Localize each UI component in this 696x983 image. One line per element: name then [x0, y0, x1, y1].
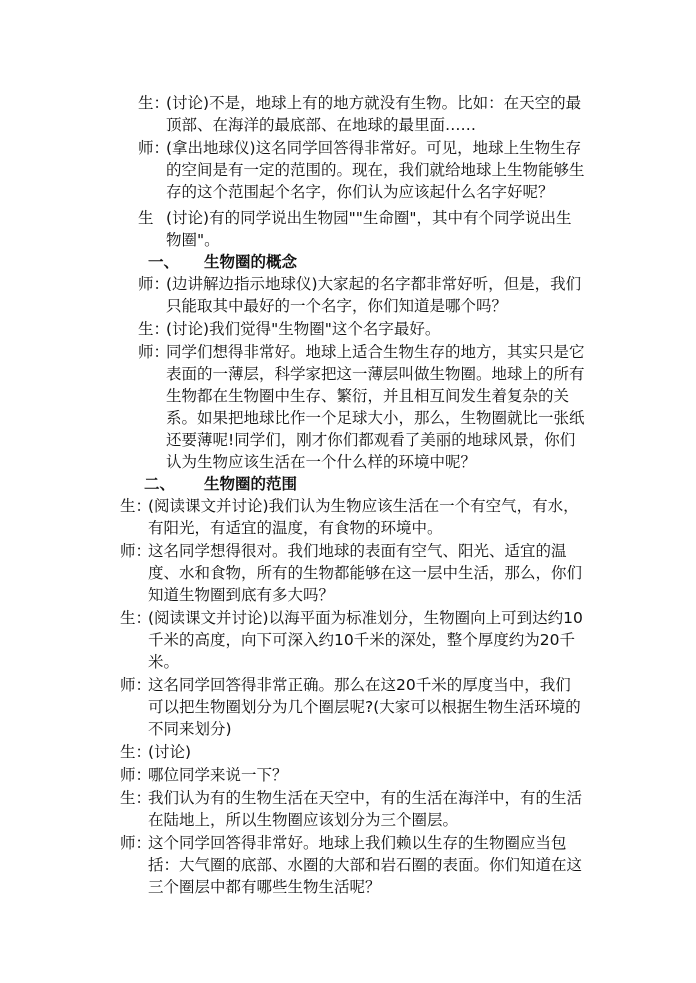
dialogue-text: 同学们想得非常好。地球上适合生物生存的地方，其实只是它表面的一薄层，科学家把这一薄层叫做生物圈。地球上的所有生物都在生物圈中生存、繁衍，并且相互间发生着复杂的关系。如果把地球比作一个足球大小，那么，生物圈就比一张纸还要薄呢!同学们，刚才你们都观看了美丽的地球风景，你们认为生物应该生活在一个什么样的环境中呢？	[166, 343, 585, 471]
speaker-label: 师：	[120, 834, 152, 852]
dialogue-text: 这名同学想得很对。我们地球的表面有空气、阳光、适宜的温度、水和食物，所有的生物都能够在这一层中生活，那么，你们知道生物圈到底有多大吗？	[148, 542, 583, 604]
dialogue-text: 我们认为有的生物生活在天空中，有的生活在海洋中，有的生活在陆地上，所以生物圈应该划分为三个圈层。	[148, 789, 583, 829]
dialogue-text: 哪位同学来说一下？	[148, 766, 288, 784]
dialogue-line	[0, 495, 696, 539]
dialogue-line	[0, 273, 696, 317]
heading-title: 生物圈的概念	[204, 253, 298, 271]
dialogue-text: (讨论)	[148, 743, 192, 761]
section-heading	[0, 251, 696, 273]
speaker-label: 师：	[138, 139, 170, 157]
dialogue-line	[0, 787, 696, 831]
dialogue-text: (讨论)我们觉得"生物圈"这个名字最好。	[166, 320, 441, 338]
dialogue-line	[0, 92, 696, 136]
dialogue-line	[0, 741, 696, 763]
dialogue-text: (阅读课文并讨论)以海平面为标准划分，生物圈向上可到达约10千米的高度，向下可深入约10千米的深处，整个厚度约为20千米。	[148, 609, 583, 671]
speaker-label: 生：	[138, 320, 170, 338]
dialogue-text: (讨论)不是，地球上有的地方就没有生物。比如：在天空的最顶部、在海洋的最底部、在地球的最里面……	[166, 94, 582, 134]
heading-number: 二、	[144, 475, 176, 493]
heading-number: 一、	[148, 253, 180, 271]
dialogue-line	[0, 207, 696, 251]
dialogue-line	[0, 764, 696, 786]
dialogue-line	[0, 607, 696, 673]
dialogue-text: (拿出地球仪)这名同学回答得非常好。可见，地球上生物生存的空间是有一定的范围的。现在，我们就给地球上生物能够生存的这个范围起个名字，你们认为应该起什么名字好呢？	[166, 139, 585, 201]
heading-title: 生物圈的范围	[204, 475, 298, 493]
dialogue-line	[0, 341, 696, 473]
dialogue-text: (讨论)有的同学说出生物园""生命圈"，其中有个同学说出生物圈"。	[166, 209, 572, 249]
speaker-label: 师：	[120, 766, 152, 784]
dialogue-line	[0, 318, 696, 340]
dialogue-text: (阅读课文并讨论)我们认为生物应该生活在一个有空气，有水，有阳光，有适宜的温度，有食物的环境中。	[148, 497, 579, 537]
speaker-label: 师：	[120, 542, 152, 560]
dialogue-line	[0, 674, 696, 740]
speaker-label: 师：	[120, 676, 152, 694]
dialogue-line	[0, 832, 696, 898]
dialogue-text: 这名同学回答得非常正确。那么在这20千米的厚度当中，我们可以把生物圈划分为几个圈层呢?(大家可以根据生物生活环境的不同来划分)	[148, 676, 581, 738]
speaker-label: 师：	[138, 343, 170, 361]
speaker-label: 生：	[120, 497, 152, 515]
speaker-label: 生：	[120, 789, 152, 807]
speaker-label: 生	[138, 209, 154, 227]
dialogue-line	[0, 137, 696, 203]
speaker-label: 生：	[138, 94, 170, 112]
dialogue-line	[0, 540, 696, 606]
dialogue-text: 这个同学回答得非常好。地球上我们赖以生存的生物圈应当包括：大气圈的底部、水圈的大部和岩石圈的表面。你们知道在这三个圈层中都有哪些生物生活呢？	[148, 834, 583, 896]
section-heading	[0, 473, 696, 495]
dialogue-text: (边讲解边指示地球仪)大家起的名字都非常好听，但是，我们只能取其中最好的一个名字，你们知道是哪个吗？	[166, 275, 582, 315]
speaker-label: 师：	[138, 275, 170, 293]
speaker-label: 生：	[120, 609, 152, 627]
speaker-label: 生：	[120, 743, 152, 761]
